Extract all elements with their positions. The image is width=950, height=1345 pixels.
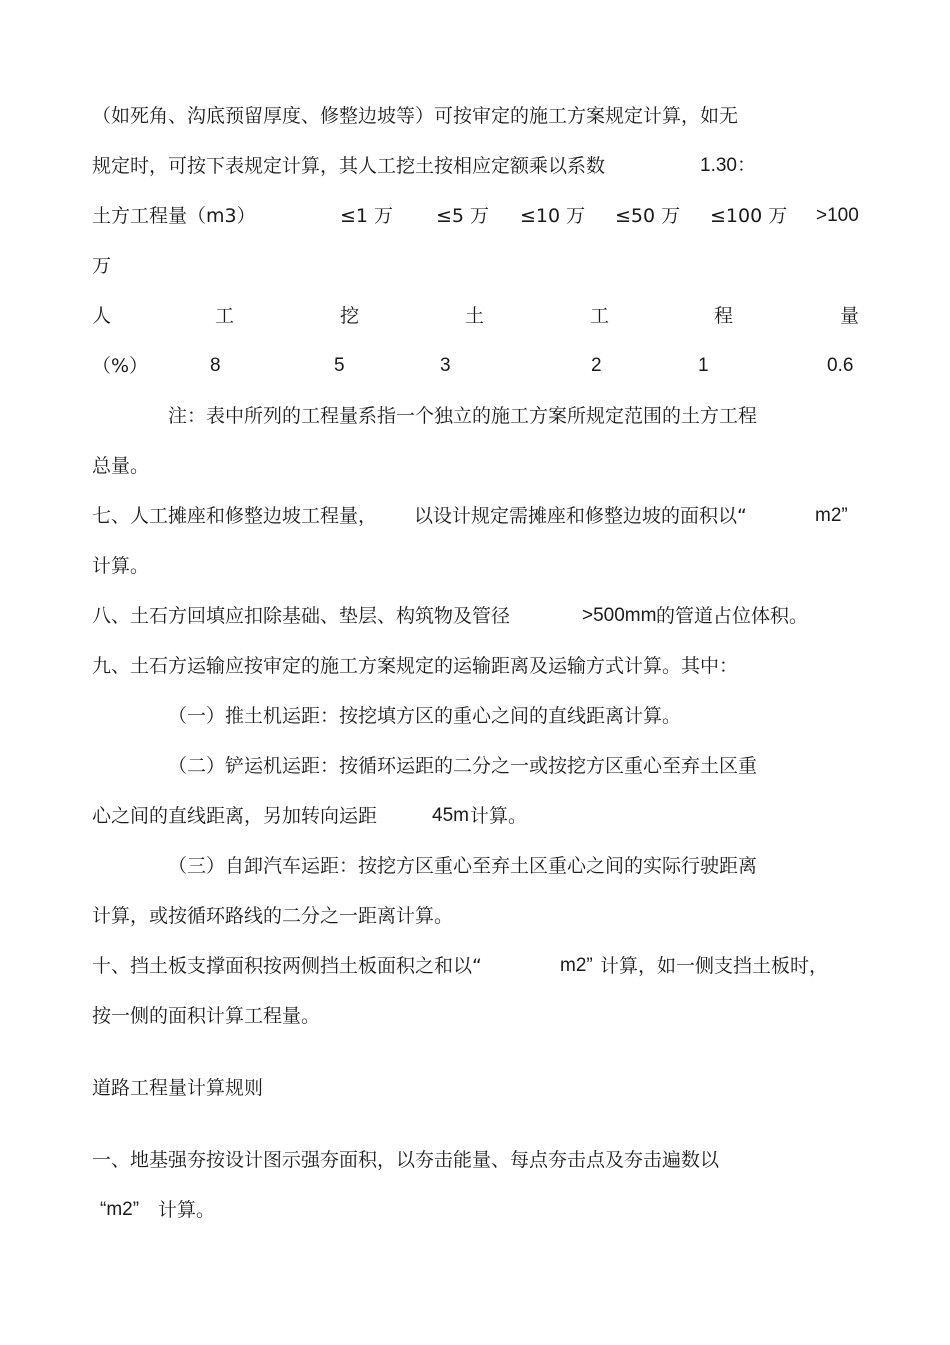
rule-text: 计算。	[158, 1199, 216, 1221]
table-char: 人	[92, 305, 112, 327]
section-7-text: 七、人工摊座和修整边坡工程量，	[92, 505, 378, 527]
table-cell: 2	[591, 355, 602, 376]
paragraph-line: （如死角、沟底预留厚度、修整边坡等）可按审定的施工方案规定计算，如无	[92, 105, 739, 127]
table-cell: 8	[210, 355, 221, 376]
table-char: 工	[215, 305, 235, 327]
section-9-item: 心之间的直线距离，另加转向运距	[92, 805, 378, 827]
unit-m2: m2”	[560, 955, 593, 976]
section-7-text: 以设计规定需摊座和修整边坡的面积以“	[414, 505, 747, 527]
section-9-item: 计算。	[470, 805, 528, 827]
paragraph-line	[92, 154, 605, 178]
coefficient-value: 1.30：	[700, 155, 756, 176]
paragraph-text: 规定时，可按下表规定计算，其人工挖土按相应定额乘以系数	[92, 155, 606, 177]
table-cell: ≤10 万	[520, 205, 586, 227]
table-cell: ≤1 万	[340, 205, 394, 227]
section-8-text: 八、土石方回填应扣除基础、垫层、构筑物及管径	[92, 605, 511, 627]
section-9-item: （二）铲运机运距：按循环运距的二分之一或按挖方区重心至弃土区重	[168, 755, 758, 777]
section-9-item: （一）推土机运距：按挖填方区的重心之间的直线距离计算。	[168, 705, 682, 727]
section-9-item: 计算，或按循环路线的二分之一距离计算。	[92, 905, 454, 927]
unit-m2: “m2”	[100, 1199, 140, 1220]
table-char: 工	[590, 305, 610, 327]
table-cell: ≤5 万	[436, 205, 490, 227]
section-10-text: 十、挡土板支撑面积按两侧挡土板面积之和以“	[92, 955, 482, 977]
table-cell-wrap: 万	[92, 255, 112, 277]
table-cell: 3	[440, 355, 451, 376]
table-char: 挖	[340, 305, 360, 327]
section-10-text: 按一侧的面积计算工程量。	[92, 1005, 321, 1027]
section-heading: 道路工程量计算规则	[92, 1077, 264, 1099]
table-cell: 5	[334, 355, 345, 376]
table-char: 土	[465, 305, 485, 327]
pipe-diameter: >500mm	[582, 605, 657, 626]
table-note: 总量。	[92, 455, 150, 477]
section-7-text: 计算。	[92, 555, 150, 577]
table-row-label: 土方工程量（m3）	[92, 205, 256, 227]
rule-text: 一、地基强夯按设计图示强夯面积，以夯击能量、每点夯击点及夯击遍数以	[92, 1149, 720, 1171]
table-cell: >100	[816, 205, 859, 226]
table-row-label: （%）	[92, 355, 149, 377]
section-10-text: 计算，如一侧支挡土板时，	[600, 955, 829, 977]
unit-m2: m2”	[815, 505, 848, 526]
table-cell: 1	[698, 355, 709, 376]
distance-value: 45m	[432, 805, 469, 826]
table-char: 量	[840, 305, 860, 327]
table-char: 程	[714, 305, 734, 327]
table-cell: ≤50 万	[615, 205, 681, 227]
section-8-text: 的管道占位体积。	[656, 605, 809, 627]
table-cell: 0.6	[827, 355, 854, 376]
table-note: 注：表中所列的工程量系指一个独立的施工方案所规定范围的土方工程	[168, 405, 758, 427]
section-9-text: 九、土石方运输应按审定的施工方案规定的运输距离及运输方式计算。其中：	[92, 655, 739, 677]
section-9-item: （三）自卸汽车运距：按挖方区重心至弃土区重心之间的实际行驶距离	[168, 855, 758, 877]
table-cell: ≤100 万	[710, 205, 788, 227]
